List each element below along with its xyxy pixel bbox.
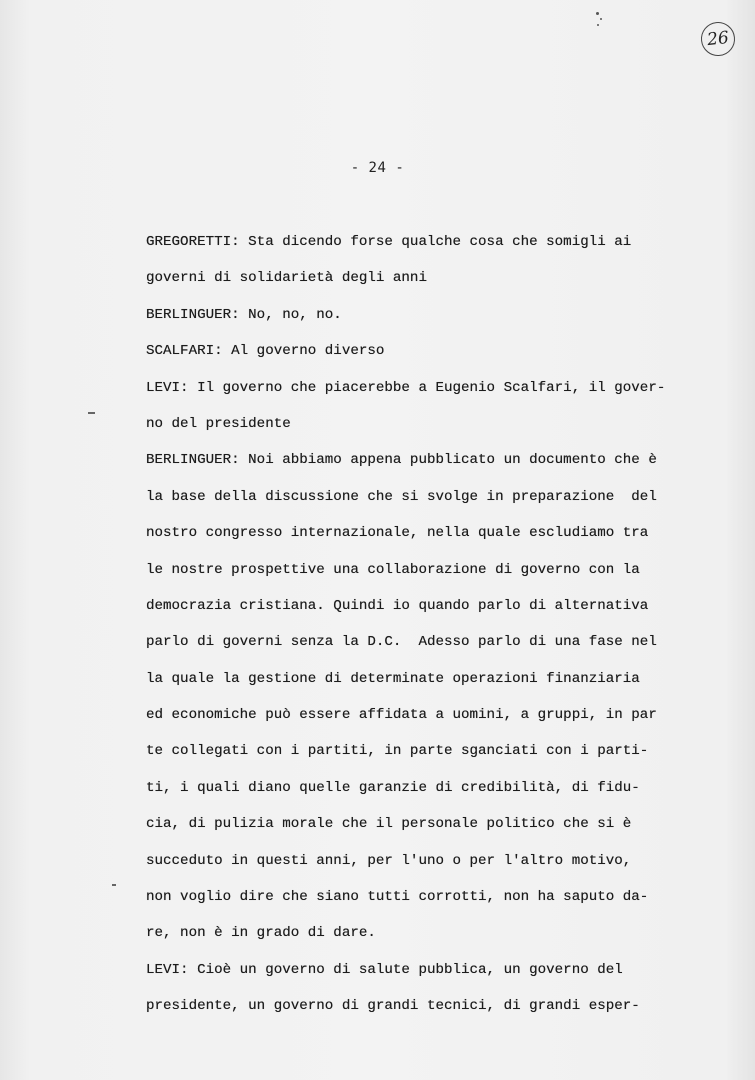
- text-line: la base della discussione che si svolge in preparazione del: [146, 488, 657, 505]
- text-line: BERLINGUER: Noi abbiamo appena pubblicato un documento che è: [146, 452, 657, 469]
- text-line: re, non è in grado di dare.: [146, 925, 376, 942]
- text-line: presidente, un governo di grandi tecnici, di grandi esper-: [146, 998, 640, 1015]
- text-line: BERLINGUER: No, no, no.: [146, 306, 342, 323]
- transcript-body: [146, 232, 706, 1033]
- text-line: GREGORETTI: Sta dicendo forse qualche cosa che somigli ai: [146, 234, 632, 250]
- text-line: cia, di pulizia morale che il personale politico che si è: [146, 816, 632, 833]
- page-number: - 24 -: [350, 160, 405, 176]
- text-line: non voglio dire che siano tutti corrotti, non ha saputo da-: [146, 889, 649, 906]
- folio-stamp-number: 26: [706, 27, 730, 51]
- text-line: LEVI: Il governo che piacerebbe a Eugenio Scalfari, il gover-: [146, 379, 666, 396]
- text-line: te collegati con i partiti, in parte sganciati con i parti-: [146, 743, 649, 760]
- ink-speck: [600, 18, 602, 20]
- text-line: SCALFARI: Al governo diverso: [146, 343, 385, 360]
- text-line: succeduto in questi anni, per l'uno o per l'altro motivo,: [146, 852, 632, 869]
- ink-speck: [597, 24, 599, 26]
- ink-speck: [596, 12, 599, 15]
- text-line: no del presidente: [146, 415, 291, 432]
- text-line: la quale la gestione di determinate operazioni finanziaria: [146, 670, 640, 687]
- text-line: LEVI: Cioè un governo di salute pubblica, un governo del: [146, 961, 623, 978]
- margin-mark: [88, 412, 95, 414]
- text-line: ed economiche può essere affidata a uomini, a gruppi, in par: [146, 707, 657, 724]
- margin-mark: [112, 884, 116, 886]
- text-line: le nostre prospettive una collaborazione di governo con la: [146, 561, 640, 578]
- text-line: democrazia cristiana. Quindi io quando parlo di alternativa: [146, 597, 649, 614]
- text-line: parlo di governi senza la D.C. Adesso parlo di una fase nel: [146, 634, 657, 651]
- folio-stamp: [699, 20, 736, 57]
- text-line: governi di solidarietà degli anni: [146, 270, 427, 287]
- text-line: nostro congresso internazionale, nella quale escludiamo tra: [146, 525, 649, 542]
- text-line: ti, i quali diano quelle garanzie di credibilità, di fidu-: [146, 779, 640, 796]
